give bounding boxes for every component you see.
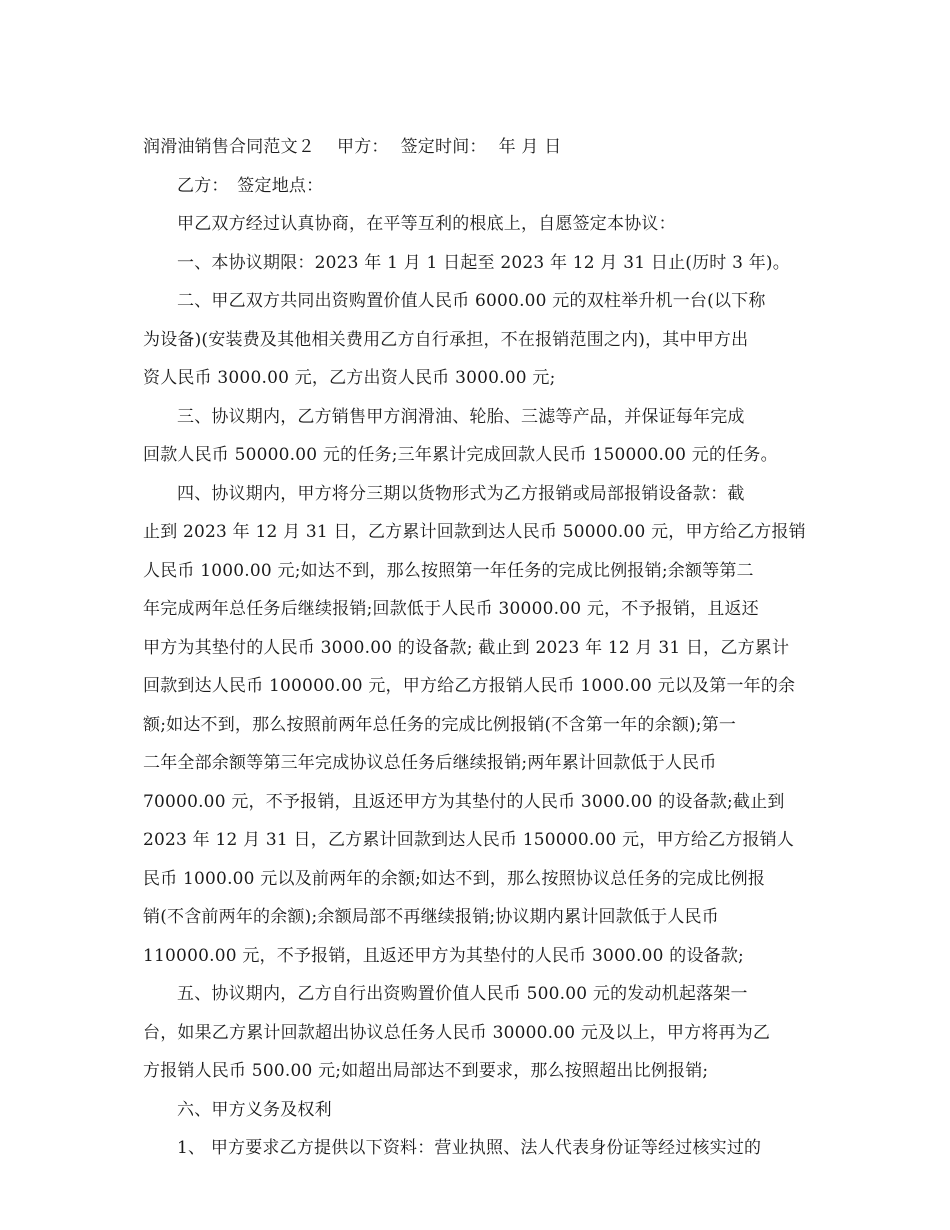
clause-4-line: 民币 1000.00 元以及前两年的余额;如达不到，那么按照协议总任务的完成比例报 xyxy=(143,868,766,889)
clause-5-line: 五、协议期内，乙方自行出资购置价值人民币 500.00 元的发动机起落架一 xyxy=(177,984,748,1004)
clause-4-line: 2023 年 12 月 31 日，乙方累计回款到达人民币 150000.00 元，甲方给乙方报销人 xyxy=(143,830,795,850)
section-6-heading: 六、甲方义务及权利 xyxy=(177,1099,332,1120)
clause-3-line: 三、协议期内，乙方销售甲方润滑油、轮胎、三滤等产品，并保证每年完成 xyxy=(177,406,745,427)
clause-4-line: 销(不含前两年的余额);余额局部不再继续报销;协议期内累计回款低于人民币 xyxy=(143,907,719,927)
clause-4-line: 甲方为其垫付的人民币 3000.00 的设备款; 截止到 2023 年 12 月 31 日，乙方累计 xyxy=(143,637,790,658)
clause-4-line: 人民币 1000.00 元;如达不到，那么按照第一年任务的完成比例报销;余额等第二 xyxy=(143,560,754,581)
party-b-line: 乙方： 签定地点： xyxy=(177,175,324,196)
clause-2-line: 为设备)(安装费及其他相关费用乙方自行承担，不在报销范围之内)，其中甲方出 xyxy=(143,329,749,350)
clause-1: 一、本协议期限：2023 年 1 月 1 日起至 2023 年 12 月 31 日止(历时 3 年)。 xyxy=(177,252,790,273)
party-a-label: 甲方： xyxy=(337,137,389,157)
clause-3-line: 回款人民币 50000.00 元的任务;三年累计完成回款人民币 150000.00 元的任务。 xyxy=(143,445,778,465)
contract-body xyxy=(143,128,813,1168)
sign-date: 年 月 日 xyxy=(498,137,562,157)
clause-4-line: 年完成两年总任务后继续报销;回款低于人民币 30000.00 元，不予报销，且返还 xyxy=(143,599,759,619)
clause-5-line: 方报销人民币 500.00 元;如超出局部达不到要求，那么按照超出比例报销; xyxy=(143,1061,709,1081)
sign-time-label: 签定时间： xyxy=(400,137,487,157)
clause-5-line: 台，如果乙方累计回款超出协议总任务人民币 30000.00 元及以上，甲方将再为乙 xyxy=(143,1022,771,1043)
clause-2-line: 二、甲乙双方共同出资购置价值人民币 6000.00 元的双柱举升机一台(以下称 xyxy=(177,291,766,311)
section-6-item-1: 1、 甲方要求乙方提供以下资料：营业执照、法人代表身份证等经过核实过的 xyxy=(177,1138,762,1158)
document-title: 润滑油销售合同范文２ xyxy=(143,137,315,157)
clause-4-line: 四、协议期内，甲方将分三期以货物形式为乙方报销或局部报销设备款：截 xyxy=(177,483,745,504)
clause-2-line: 资人民币 3000.00 元，乙方出资人民币 3000.00 元; xyxy=(143,368,556,388)
clause-4-line: 回款到达人民币 100000.00 元，甲方给乙方报销人民币 1000.00 元以及第一年的余 xyxy=(143,676,796,696)
title-line xyxy=(143,128,813,167)
clause-4-line: 70000.00 元，不予报销，且返还甲方为其垫付的人民币 3000.00 的设备款;截止到 xyxy=(143,791,785,812)
paragraph-intro: 甲乙双方经过认真协商，在平等互利的根底上，自愿签定本协议： xyxy=(177,214,676,234)
clause-4-line: 110000.00 元，不予报销，且返还甲方为其垫付的人民币 3000.00 的设备款; xyxy=(143,945,744,966)
clause-4-line: 额;如达不到，那么按照前两年总任务的完成比例报销(不含第一年的余额);第一 xyxy=(143,714,737,735)
clause-4-line: 二年全部余额等第三年完成协议总任务后继续报销;两年累计回款低于人民币 xyxy=(143,753,717,773)
clause-4-line: 止到 2023 年 12 月 31 日，乙方累计回款到达人民币 50000.00 元，甲方给乙方报销 xyxy=(143,522,806,542)
